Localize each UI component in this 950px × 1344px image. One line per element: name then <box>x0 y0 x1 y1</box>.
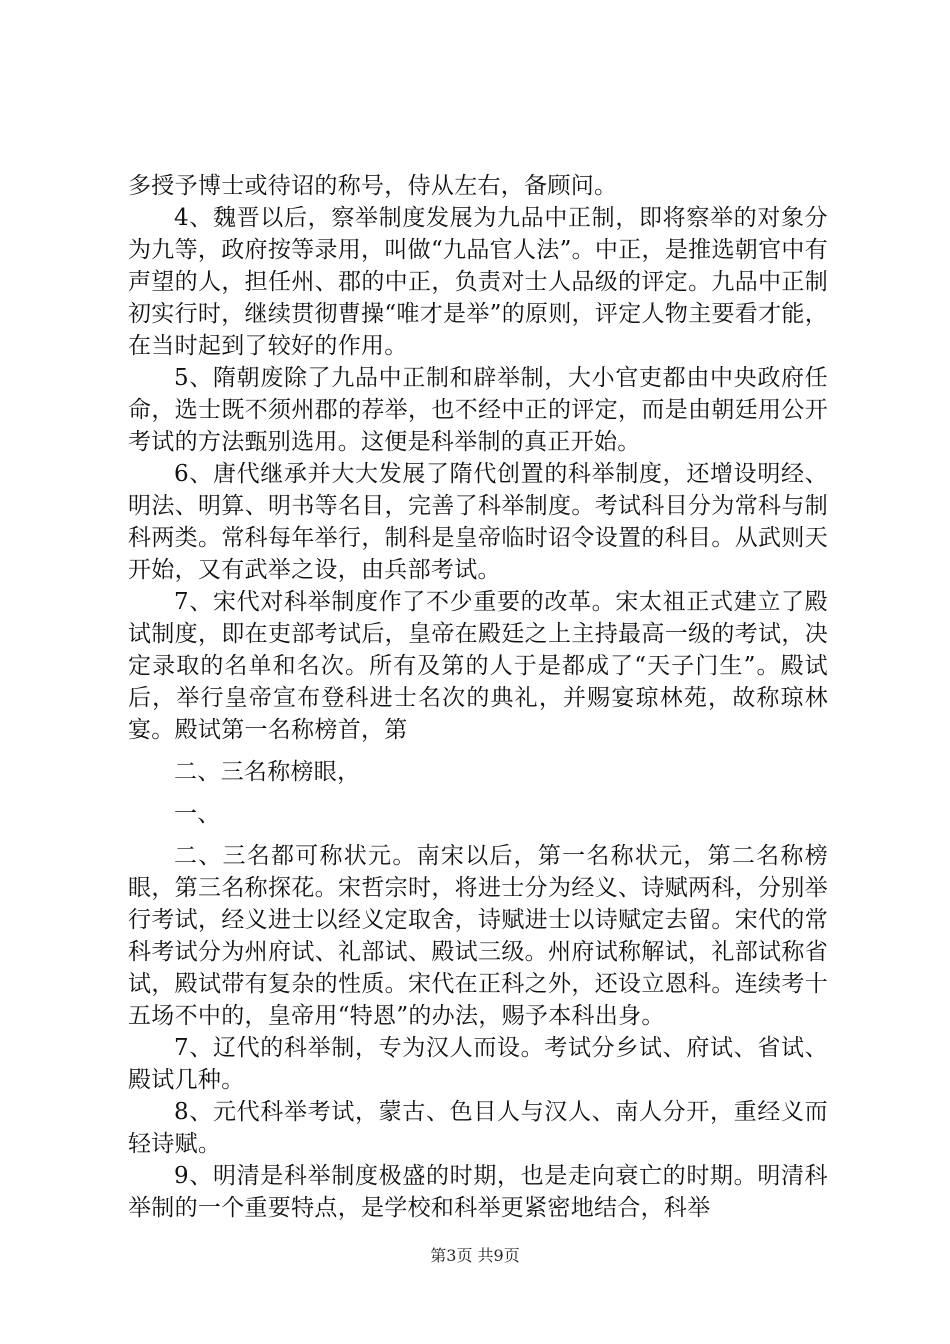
paragraph-5: 7、宋代对科举制度作了不少重要的改革。宋太祖正式建立了殿试制度，即在吏部考试后，皇帝在殿廷之上主持最高一级的考试，决定录取的名单和名次。所有及第的人于是都成了“天子门生”。殿试后，举行皇帝宣布登科进士名次的典礼，并赐宴琼林苑，故称琼林宴。殿试第一名称榜首，第 <box>128 589 828 743</box>
paragraph-3: 5、隋朝废除了九品中正制和辟举制，大小官吏都由中央政府任命，选士既不须州郡的荐举，也不经中正的评定，而是由朝廷用公开考试的方法甄别选用。这便是科举制的真正开始。 <box>128 365 828 455</box>
paragraph-6: 二、三名称榜眼， <box>174 759 361 785</box>
paragraph-9: 7、辽代的科举制，专为汉人而设。考试分乡试、府试、省试、殿试几种。 <box>128 1035 828 1093</box>
paragraph-4: 6、唐代继承并大大发展了隋代创置的科举制度，还增设明经、明法、明算、明书等名目，完善了科举制度。考试科目分为常科与制科两类。常科每年举行，制科是皇帝临时诏令设置的科目。从武则天开始，又有武举之设，由兵部考试。 <box>128 461 828 583</box>
paragraph-8: 二、三名都可称状元。南宋以后，第一名称状元，第二名称榜眼，第三名称探花。宋哲宗时，将进士分为经义、诗赋两科，分别举行考试，经义进士以经义定取舍，诗赋进士以诗赋定去留。宋代的常科考试分为州府试、礼部试、殿试三级。州府试称解试，礼部试称省试，殿试带有复杂的性质。宋代在正科之外，还设立恩科。连续考十五场不中的，皇帝用“特恩”的办法，赐予本科出身。 <box>128 843 828 1029</box>
paragraph-11: 9、明清是科举制度极盛的时期，也是走向衰亡的时期。明清科举制的一个重要特点，是学校和科举更紧密地结合，科举 <box>128 1163 828 1221</box>
paragraph-1: 多授予博士或待诏的称号，侍从左右，备顾问。 <box>128 173 618 199</box>
document-body <box>128 170 828 1224</box>
paragraph-7: 一、 <box>174 801 221 827</box>
paragraph-10: 8、元代科举考试，蒙古、色目人与汉人、南人分开，重经义而轻诗赋。 <box>128 1099 828 1157</box>
page-footer: 第3页 共9页 <box>430 1246 520 1265</box>
paragraph-2: 4、魏晋以后，察举制度发展为九品中正制，即将察举的对象分为九等，政府按等录用，叫做“九品官人法”。中正，是推选朝官中有声望的人，担任州、郡的中正，负责对士人品级的评定。九品中正制初实行时，继续贯彻曹操“唯才是举”的原则，评定人物主要看才能，在当时起到了较好的作用。 <box>128 205 828 359</box>
